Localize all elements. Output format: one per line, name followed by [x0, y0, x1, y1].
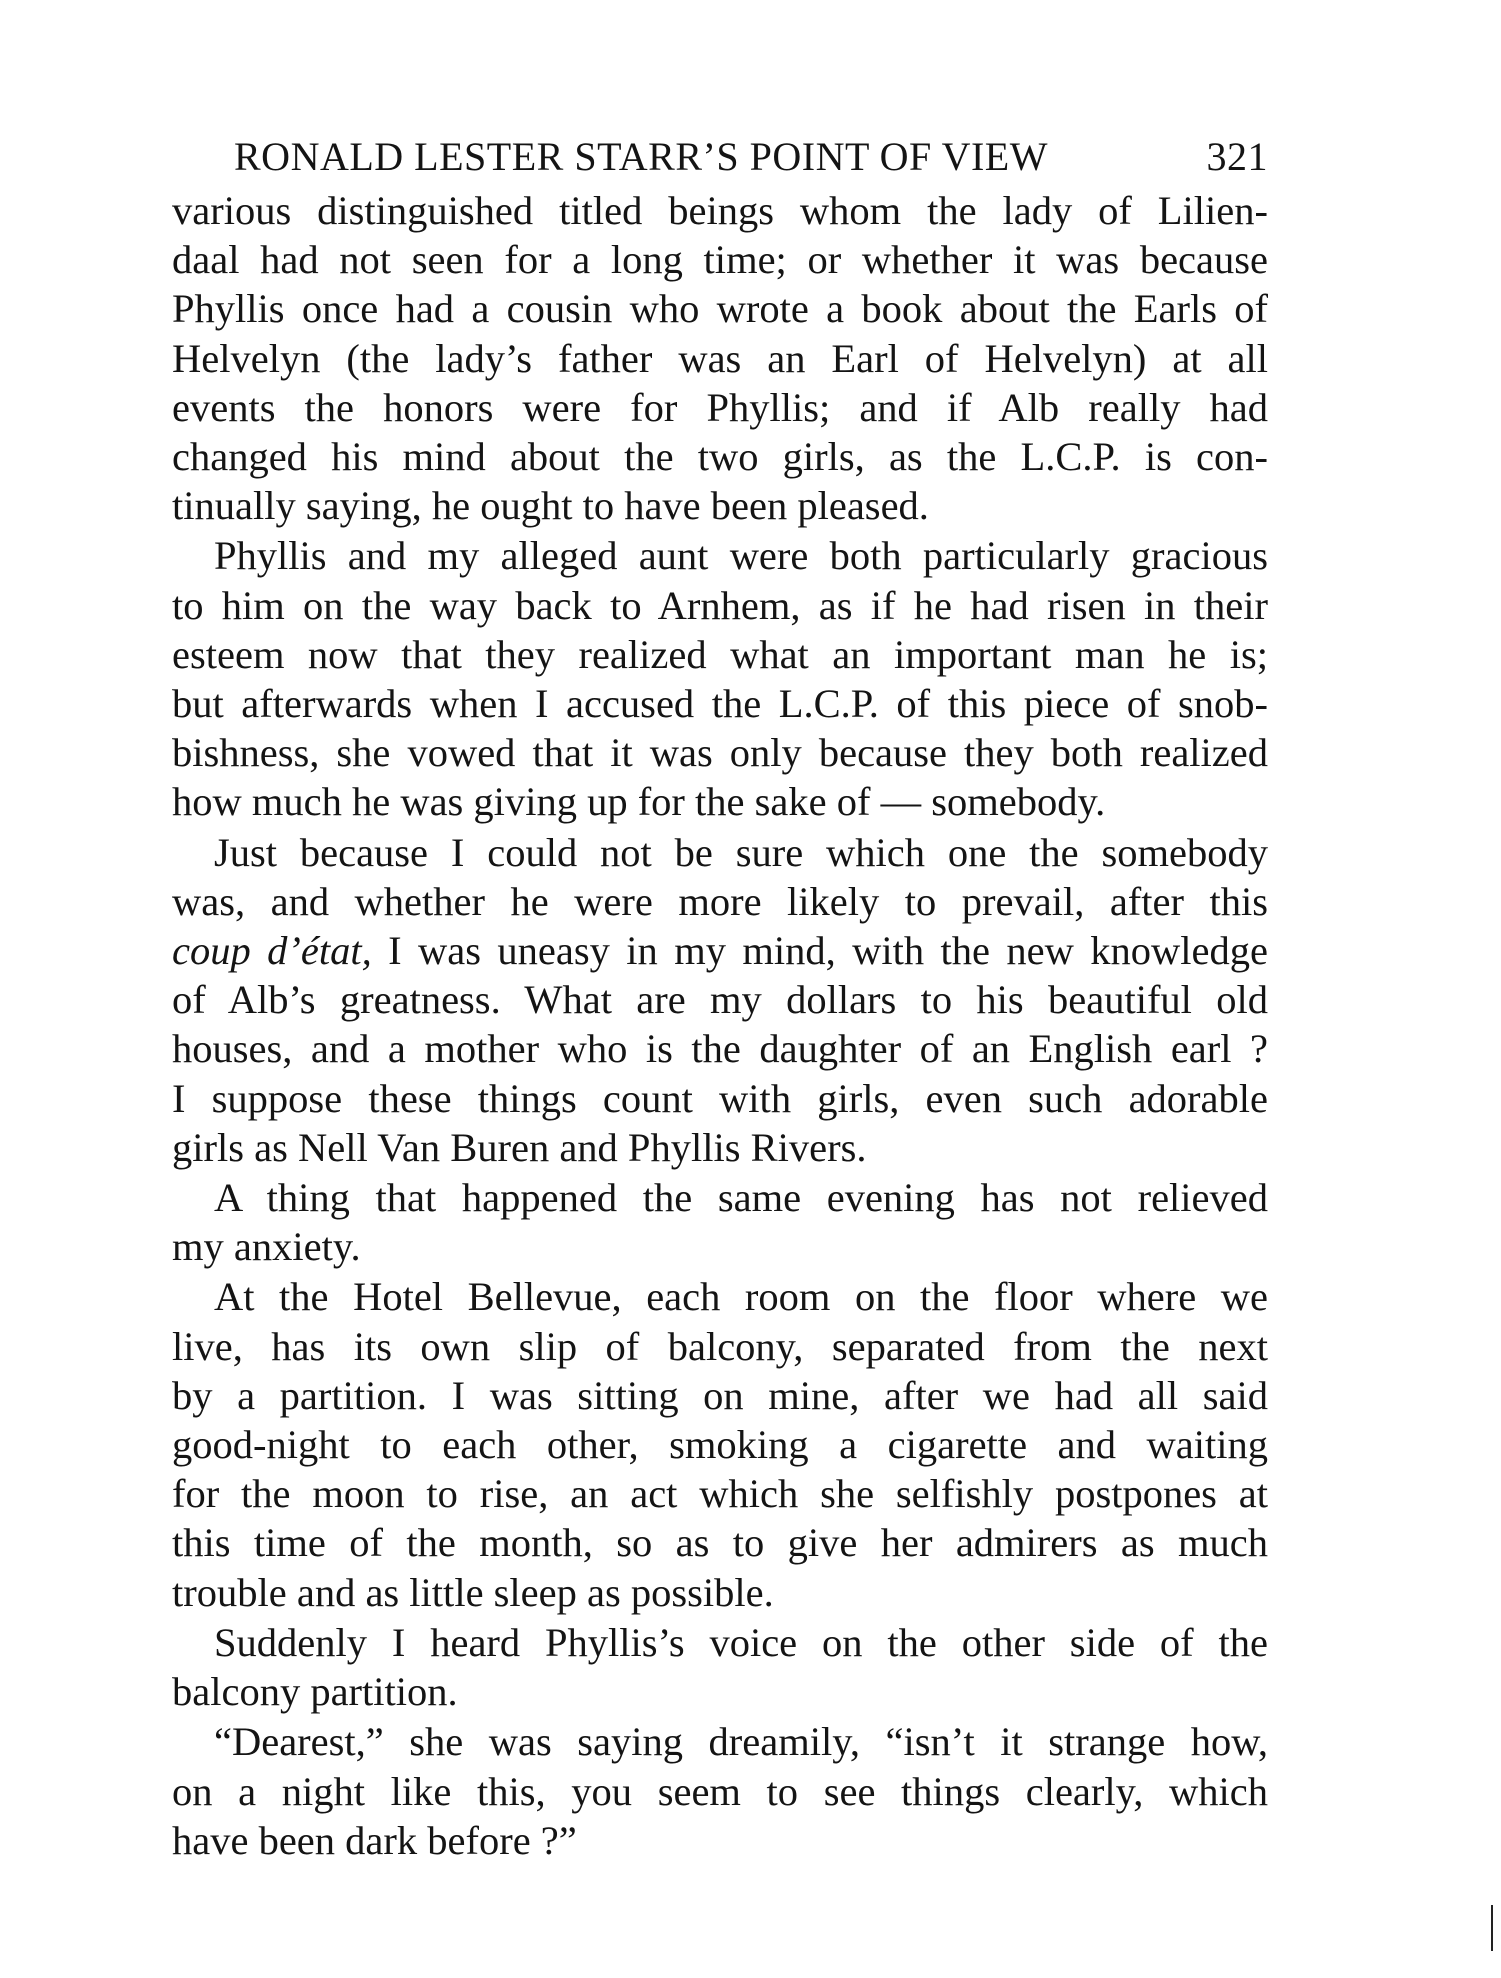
text-line: daal had not seen for a long time; or whether it was because [172, 237, 1268, 283]
text-line: houses, and a mother who is the daughter of an English earl ? [172, 1026, 1268, 1072]
paragraph [172, 1272, 1268, 1616]
text-line: Phyllis once had a cousin who wrote a book about the Earls of [172, 286, 1268, 332]
text-line: my anxiety. [172, 1224, 361, 1270]
text-line: “Dearest,” she was saying dreamily, “isn’t it strange how, [214, 1719, 1268, 1765]
text-line: this time of the month, so as to give her admirers as much [172, 1520, 1268, 1566]
text-line: for the moon to rise, an act which she selfishly postpones at [172, 1471, 1268, 1517]
text-line: of Alb’s greatness. What are my dollars to his beautiful old [172, 977, 1268, 1023]
text-line: esteem now that they realized what an important man he is; [172, 631, 1268, 677]
text-line: tinually saying, he ought to have been pleased. [172, 483, 929, 529]
text-line: on a night like this, you seem to see things clearly, which [172, 1768, 1268, 1814]
text-line: coup d’état, I was uneasy in my mind, with the new knowledge [172, 928, 1268, 974]
text-line: Phyllis and my alleged aunt were both particularly gracious [214, 533, 1268, 579]
text-line: bishness, she vowed that it was only because they both realized [172, 730, 1268, 776]
text-line: good-night to each other, smoking a cigarette and waiting [172, 1422, 1268, 1468]
text-line: A thing that happened the same evening has not relieved [214, 1175, 1268, 1221]
paragraph [172, 828, 1268, 1172]
paragraph [172, 1618, 1268, 1716]
paragraph [172, 1173, 1268, 1271]
text-line: I suppose these things count with girls, even such adorable [172, 1075, 1268, 1121]
running-header [234, 132, 1268, 182]
text-line: Helvelyn (the lady’s father was an Earl of Helvelyn) at all [172, 335, 1268, 381]
text-line: girls as Nell Van Buren and Phyllis Rivers. [172, 1124, 867, 1170]
text-line: but afterwards when I accused the L.C.P. of this piece of snob- [172, 681, 1268, 727]
running-title: RONALD LESTER STARR’S POINT OF VIEW [234, 134, 1048, 179]
text-line: live, has its own slip of balcony, separated from the next [172, 1323, 1268, 1369]
text-line: was, and whether he were more likely to prevail, after this [172, 878, 1268, 924]
scan-edge-mark [1491, 1905, 1493, 1951]
text-line: changed his mind about the two girls, as the L.C.P. is con- [172, 434, 1268, 480]
text-line: to him on the way back to Arnhem, as if he had risen in their [172, 582, 1268, 628]
page-body [172, 186, 1268, 1865]
text-line: trouble and as little sleep as possible. [172, 1569, 774, 1615]
text-line: Just because I could not be sure which one the somebody [214, 829, 1268, 875]
text-line: have been dark before ?” [172, 1817, 577, 1863]
text-line: balcony partition. [172, 1669, 458, 1715]
text-line: how much he was giving up for the sake of — somebody. [172, 779, 1106, 825]
text-line: events the honors were for Phyllis; and if Alb really had [172, 384, 1268, 430]
paragraph [172, 186, 1268, 530]
paragraph [172, 531, 1268, 826]
page-number: 321 [1206, 134, 1268, 179]
text-line: by a partition. I was sitting on mine, after we had all said [172, 1372, 1268, 1418]
text-line: At the Hotel Bellevue, each room on the floor where we [214, 1274, 1268, 1320]
paragraph [172, 1717, 1268, 1865]
text-line: Suddenly I heard Phyllis’s voice on the other side of the [214, 1619, 1268, 1665]
text-line: various distinguished titled beings whom the lady of Lilien- [172, 188, 1268, 233]
